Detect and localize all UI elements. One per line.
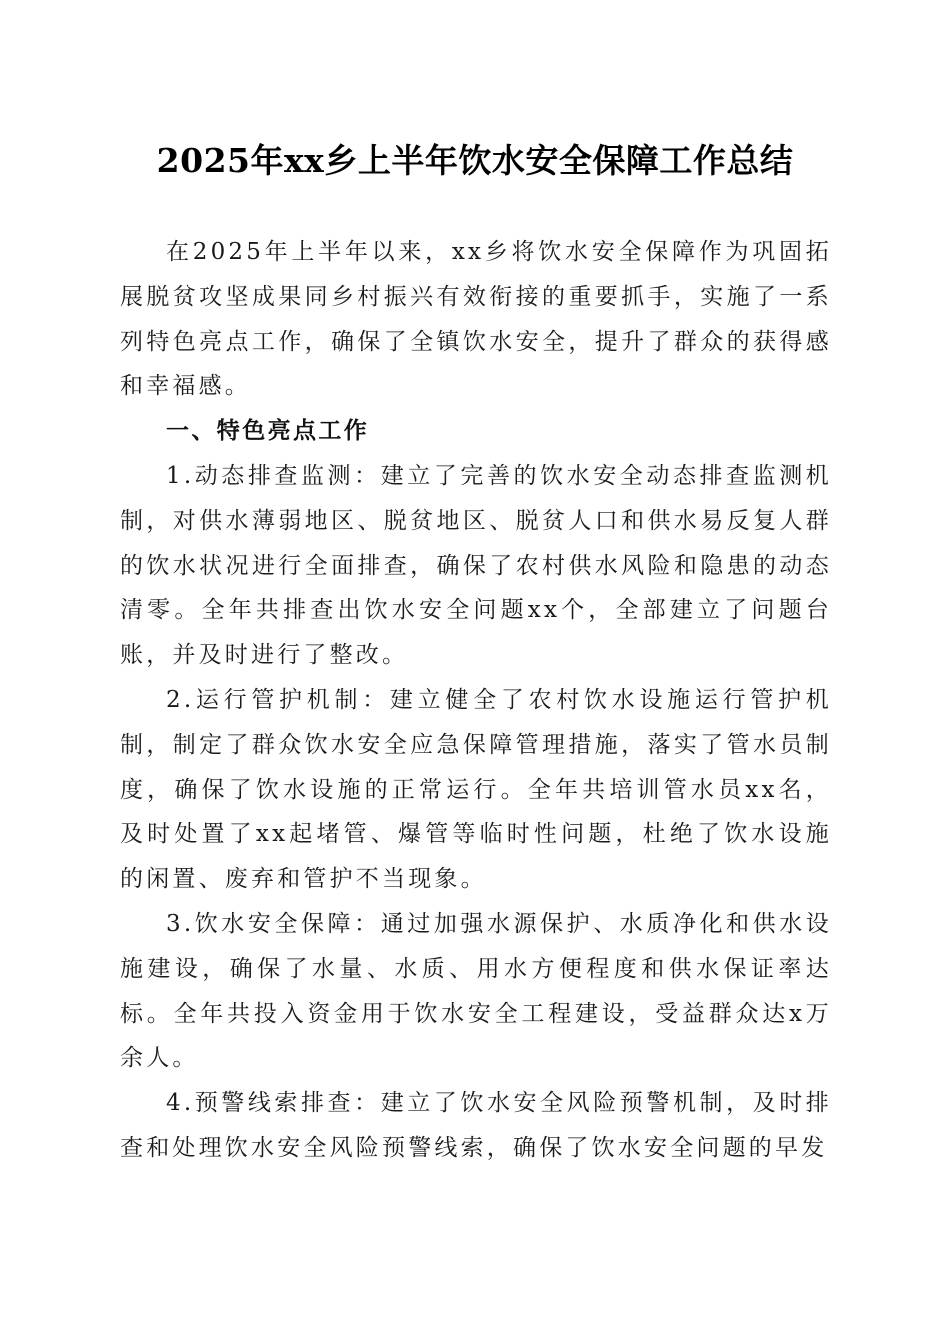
- item-paragraph-2: 2.运行管护机制：建立健全了农村饮水设施运行管护机制，制定了群众饮水安全应急保障管理措施，落实了管水员制度，确保了饮水设施的正常运行。全年共培训管水员xx名，及时处置了xx起堵管、爆管等临时性问题，杜绝了饮水设施的闲置、废弃和管护不当现象。: [120, 686, 832, 893]
- item-paragraph-1: 1.动态排查监测：建立了完善的饮水安全动态排查监测机制，对供水薄弱地区、脱贫地区、脱贫人口和供水易反复人群的饮水状况进行全面排查，确保了农村供水风险和隐患的动态清零。全年共排查出饮水安全问题xx个，全部建立了问题台账，并及时进行了整改。: [120, 462, 832, 669]
- item-paragraph-4: 4.预警线索排查：建立了饮水安全风险预警机制，及时排查和处理饮水安全风险预警线索，确保了饮水安全问题的早发: [120, 1090, 832, 1161]
- section-heading: 一、特色亮点工作: [166, 418, 370, 445]
- document-body: [120, 230, 832, 1171]
- document-title: 2025年xx乡上半年饮水安全保障工作总结: [156, 141, 794, 180]
- item-paragraph-3: 3.饮水安全保障：通过加强水源保护、水质净化和供水设施建设，确保了水量、水质、用水方便程度和供水保证率达标。全年共投入资金用于饮水安全工程建设，受益群众达x万余人。: [120, 910, 832, 1072]
- intro-paragraph: 在2025年上半年以来，xx乡将饮水安全保障作为巩固拓展脱贫攻坚成果同乡村振兴有效衔接的重要抓手，实施了一系列特色亮点工作，确保了全镇饮水安全，提升了群众的获得感和幸福感。: [120, 239, 832, 400]
